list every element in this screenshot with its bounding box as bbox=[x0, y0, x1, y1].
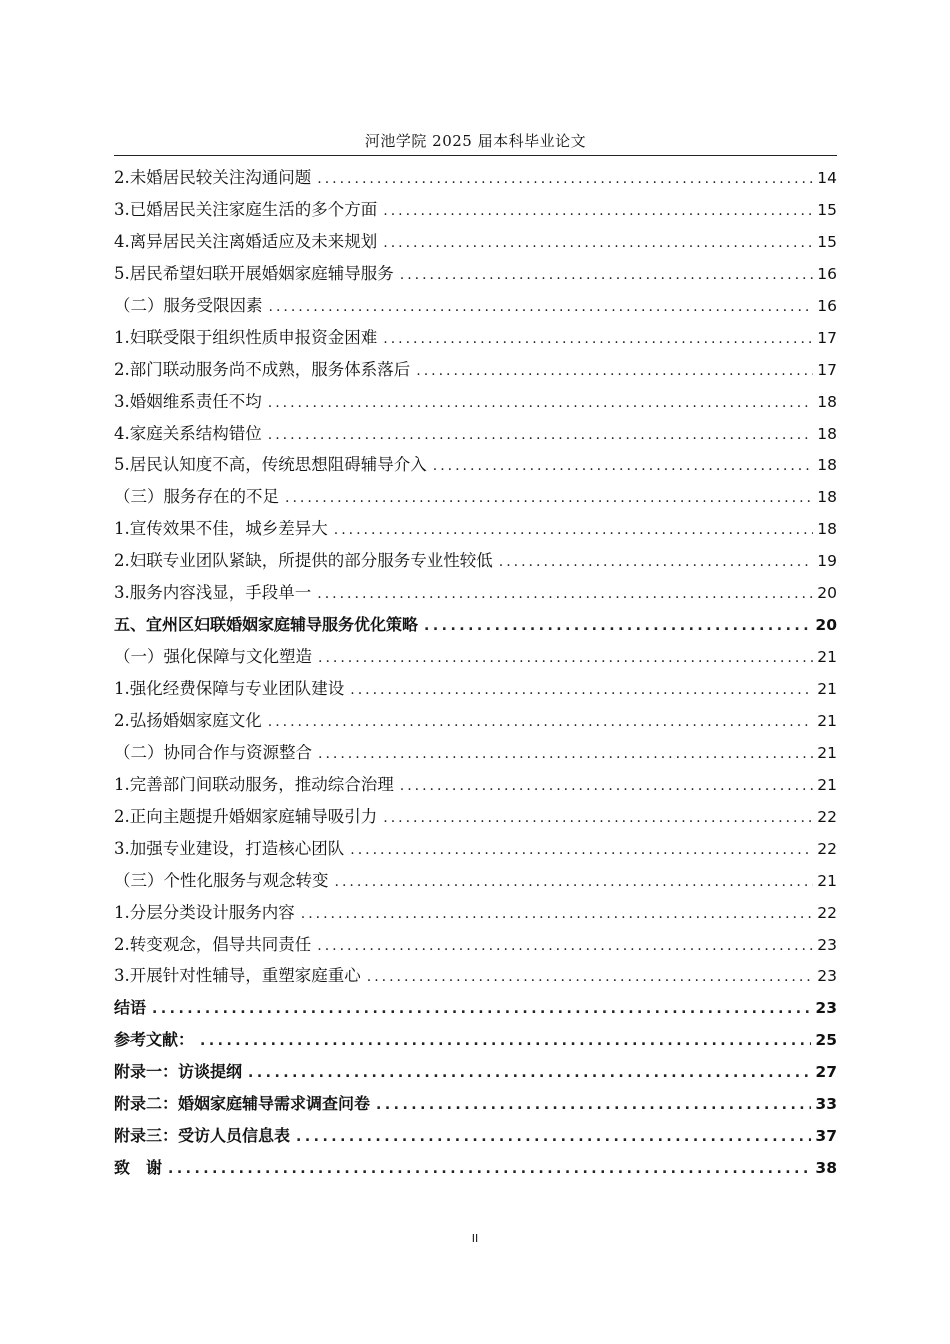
toc-entry-title: 附录二：婚姻家庭辅导需求调查问卷 bbox=[114, 1094, 371, 1114]
toc-entry-title: 2.正向主题提升婚姻家庭辅导吸引力 bbox=[114, 806, 378, 826]
toc-entry-page: 23 bbox=[817, 935, 837, 954]
toc-entry[interactable] bbox=[114, 769, 837, 801]
toc-dot-leader bbox=[334, 515, 814, 547]
toc-entry-title: （三）个性化服务与观念转变 bbox=[114, 870, 329, 890]
toc-entry-title: （二）服务受限因素 bbox=[114, 295, 263, 315]
toc-dot-leader bbox=[350, 675, 813, 707]
toc-dot-leader bbox=[416, 356, 813, 388]
toc-entry[interactable] bbox=[114, 1024, 837, 1056]
toc-entry[interactable] bbox=[114, 641, 837, 673]
toc-dot-leader bbox=[424, 611, 811, 643]
toc-entry-page: 22 bbox=[817, 839, 837, 858]
toc-dot-leader bbox=[367, 962, 814, 994]
toc-entry-title: 2.部门联动服务尚不成熟，服务体系落后 bbox=[114, 359, 411, 379]
toc-entry[interactable] bbox=[114, 673, 837, 705]
toc-entry-title: 附录三：受访人员信息表 bbox=[114, 1126, 291, 1146]
toc-dot-leader bbox=[317, 164, 813, 196]
toc-entry-page: 15 bbox=[817, 200, 837, 219]
toc-entry-page: 18 bbox=[817, 424, 837, 443]
toc-dot-leader bbox=[383, 324, 813, 356]
toc-entry-title: 附录一：访谈提纲 bbox=[114, 1062, 243, 1082]
toc-entry-page: 20 bbox=[817, 584, 837, 603]
toc-entry-title: 3.服务内容浅显，手段单一 bbox=[114, 583, 312, 603]
toc-entry-page: 18 bbox=[817, 392, 837, 411]
toc-entry-page: 18 bbox=[817, 456, 837, 475]
toc-dot-leader bbox=[268, 388, 814, 420]
toc-entry[interactable] bbox=[114, 322, 837, 354]
table-of-contents bbox=[114, 162, 837, 1184]
toc-entry[interactable] bbox=[114, 1120, 837, 1152]
toc-entry[interactable] bbox=[114, 226, 837, 258]
toc-dot-leader bbox=[350, 835, 813, 867]
toc-entry-page: 25 bbox=[815, 1031, 837, 1050]
toc-entry-title: 4.家庭关系结构错位 bbox=[114, 423, 262, 443]
toc-entry[interactable] bbox=[114, 258, 837, 290]
toc-dot-leader bbox=[335, 867, 814, 899]
toc-entry[interactable] bbox=[114, 992, 837, 1024]
toc-entry[interactable] bbox=[114, 1088, 837, 1120]
toc-dot-leader bbox=[383, 196, 813, 228]
toc-entry-page: 16 bbox=[817, 296, 837, 315]
toc-entry-page: 21 bbox=[817, 680, 837, 698]
toc-entry-page: 38 bbox=[815, 1159, 837, 1178]
toc-entry-page: 33 bbox=[815, 1095, 837, 1114]
toc-dot-leader bbox=[383, 228, 813, 260]
toc-entry[interactable] bbox=[114, 194, 837, 226]
toc-entry[interactable] bbox=[114, 481, 837, 513]
toc-entry-page: 23 bbox=[815, 999, 837, 1018]
toc-entry-page: 14 bbox=[817, 169, 837, 187]
toc-dot-leader bbox=[400, 771, 814, 803]
toc-entry[interactable] bbox=[114, 577, 837, 609]
toc-entry[interactable] bbox=[114, 1056, 837, 1088]
toc-entry[interactable] bbox=[114, 705, 837, 737]
toc-entry[interactable] bbox=[114, 545, 837, 577]
toc-dot-leader bbox=[376, 1090, 811, 1122]
toc-entry-title: 3.已婚居民关注家庭生活的多个方面 bbox=[114, 199, 378, 219]
toc-dot-leader bbox=[318, 643, 813, 675]
toc-entry-title: 2.未婚居民较关注沟通问题 bbox=[114, 168, 312, 187]
toc-entry[interactable] bbox=[114, 897, 837, 929]
toc-dot-leader bbox=[152, 994, 811, 1026]
header-rule bbox=[114, 155, 837, 156]
toc-dot-leader bbox=[499, 547, 814, 579]
toc-entry-title: 3.加强专业建设，打造核心团队 bbox=[114, 838, 345, 858]
toc-dot-leader bbox=[268, 707, 814, 739]
toc-entry-page: 21 bbox=[817, 648, 837, 667]
toc-entry-title: 五、宜州区妇联婚姻家庭辅导服务优化策略 bbox=[114, 615, 419, 635]
toc-entry[interactable] bbox=[114, 960, 837, 992]
toc-dot-leader bbox=[200, 1026, 811, 1058]
toc-entry-page: 22 bbox=[817, 807, 837, 826]
toc-entry-title: 1.妇联受限于组织性质申报资金困难 bbox=[114, 327, 378, 347]
toc-entry-page: 37 bbox=[815, 1127, 837, 1146]
toc-entry-title: 5.居民认知度不高，传统思想阻碍辅导介入 bbox=[114, 455, 427, 475]
toc-dot-leader bbox=[317, 931, 813, 963]
toc-entry[interactable] bbox=[114, 801, 837, 833]
toc-dot-leader bbox=[268, 420, 814, 452]
toc-entry[interactable] bbox=[114, 1152, 837, 1184]
toc-entry-title: （三）服务存在的不足 bbox=[114, 487, 279, 507]
toc-dot-leader bbox=[301, 899, 814, 931]
toc-entry-title: 致 谢 bbox=[114, 1158, 163, 1178]
toc-entry[interactable] bbox=[114, 833, 837, 865]
toc-entry-page: 21 bbox=[817, 743, 837, 762]
toc-entry-page: 20 bbox=[815, 616, 837, 635]
toc-dot-leader bbox=[269, 292, 814, 324]
toc-entry-page: 22 bbox=[817, 903, 837, 922]
toc-entry-title: 1.宣传效果不佳，城乡差异大 bbox=[114, 519, 328, 539]
toc-dot-leader bbox=[383, 803, 813, 835]
toc-entry-page: 23 bbox=[817, 967, 837, 986]
toc-dot-leader bbox=[248, 1058, 811, 1090]
toc-dot-leader bbox=[285, 483, 813, 515]
toc-entry-title: 1.强化经费保障与专业团队建设 bbox=[114, 679, 345, 698]
toc-entry-title: 4.离异居民关注离婚适应及未来规划 bbox=[114, 231, 378, 251]
toc-dot-leader bbox=[317, 579, 813, 611]
toc-entry[interactable] bbox=[114, 386, 837, 418]
toc-entry[interactable] bbox=[114, 162, 837, 194]
toc-entry[interactable] bbox=[114, 290, 837, 322]
toc-entry[interactable] bbox=[114, 449, 837, 481]
toc-dot-leader bbox=[296, 1122, 811, 1154]
toc-entry-title: （二）协同合作与资源整合 bbox=[114, 742, 312, 762]
toc-entry[interactable] bbox=[114, 418, 837, 450]
toc-dot-leader bbox=[168, 1154, 811, 1186]
toc-entry[interactable] bbox=[114, 513, 837, 545]
toc-entry-page: 16 bbox=[817, 264, 837, 283]
toc-entry[interactable] bbox=[114, 737, 837, 769]
toc-entry[interactable] bbox=[114, 929, 837, 961]
toc-entry-page: 18 bbox=[817, 520, 837, 539]
toc-entry-title: 1.完善部门间联动服务，推动综合治理 bbox=[114, 774, 394, 794]
toc-entry-title: 结语 bbox=[114, 998, 147, 1018]
toc-entry-page: 21 bbox=[817, 871, 837, 890]
toc-entry-title: 2.妇联专业团队紧缺，所提供的部分服务专业性较低 bbox=[114, 551, 493, 571]
toc-entry[interactable] bbox=[114, 609, 837, 641]
toc-dot-leader bbox=[400, 260, 814, 292]
toc-entry-title: 2.转变观念，倡导共同责任 bbox=[114, 934, 312, 954]
toc-dot-leader bbox=[318, 739, 813, 771]
toc-entry-page: 19 bbox=[817, 552, 837, 571]
toc-entry-page: 17 bbox=[817, 360, 837, 379]
page-number: II bbox=[471, 1232, 479, 1245]
toc-entry[interactable] bbox=[114, 354, 837, 386]
running-header: 河池学院 2025 届本科毕业论文 bbox=[364, 132, 587, 150]
toc-entry-page: 21 bbox=[817, 775, 837, 794]
toc-entry-title: 参考文献： bbox=[114, 1030, 195, 1050]
toc-entry-title: 2.弘扬婚姻家庭文化 bbox=[114, 710, 262, 730]
toc-entry-title: （一）强化保障与文化塑造 bbox=[114, 647, 312, 667]
toc-entry-page: 18 bbox=[817, 488, 837, 507]
toc-entry-page: 15 bbox=[817, 232, 837, 251]
toc-entry-page: 17 bbox=[817, 328, 837, 347]
toc-dot-leader bbox=[433, 451, 814, 483]
toc-entry-page: 21 bbox=[817, 711, 837, 730]
toc-entry[interactable] bbox=[114, 865, 837, 897]
toc-entry-title: 3.婚姻维系责任不均 bbox=[114, 391, 262, 411]
toc-entry-title: 5.居民希望妇联开展婚姻家庭辅导服务 bbox=[114, 263, 394, 283]
toc-entry-title: 1.分层分类设计服务内容 bbox=[114, 902, 295, 922]
toc-entry-title: 3.开展针对性辅导，重塑家庭重心 bbox=[114, 966, 361, 986]
toc-entry-page: 27 bbox=[815, 1063, 837, 1082]
